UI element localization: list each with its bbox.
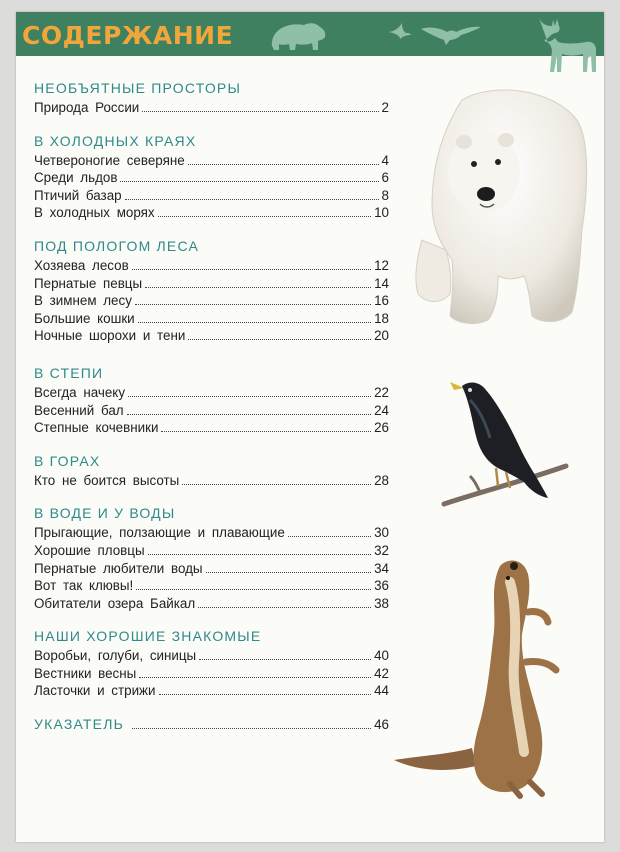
- entry-title: Степные кочевники: [34, 420, 159, 436]
- toc-entry: [34, 595, 389, 613]
- toc-entry: [34, 275, 389, 293]
- entry-title: Большие кошки: [34, 310, 135, 326]
- toc-entry: [34, 402, 389, 420]
- toc-index-entry: [34, 714, 389, 734]
- toc-entry: [34, 419, 389, 437]
- toc-entry: [34, 99, 389, 117]
- header-banner: [16, 12, 604, 56]
- entry-title: Кто не боится высоты: [34, 472, 180, 488]
- dot-leader: [159, 694, 372, 695]
- toc-entry: [34, 682, 389, 700]
- dot-leader: [127, 414, 371, 415]
- entry-page: 16: [374, 293, 389, 309]
- dot-leader: [198, 607, 371, 608]
- toc-entry: [34, 204, 389, 222]
- dot-leader: [188, 339, 371, 340]
- polar-bear-illustration: [402, 80, 592, 328]
- entry-page: 22: [374, 384, 389, 400]
- entry-title: Ночные шорохи и тени: [34, 328, 186, 344]
- section-title: В ВОДЕ И У ВОДЫ: [34, 505, 176, 522]
- entry-page: 32: [374, 542, 389, 558]
- toc-section: [34, 131, 389, 222]
- book-page: [16, 12, 604, 842]
- entry-page: 20: [374, 328, 389, 344]
- toc-entry: [34, 560, 389, 578]
- dot-leader: [132, 269, 371, 270]
- entry-page: 24: [374, 402, 389, 418]
- section-title: В ХОЛОДНЫХ КРАЯХ: [34, 132, 197, 149]
- dot-leader: [136, 589, 371, 590]
- section-title: НАШИ ХОРОШИЕ ЗНАКОМЫЕ: [34, 628, 262, 645]
- entry-page: 34: [374, 560, 389, 576]
- dot-leader: [188, 164, 379, 165]
- entry-page: 40: [374, 648, 389, 664]
- eagle-silhouette-icon: [420, 20, 482, 46]
- entry-title: В холодных морях: [34, 205, 155, 221]
- toc-section: [34, 363, 389, 437]
- entry-page: 12: [374, 257, 389, 273]
- toc-entry: [34, 384, 389, 402]
- dot-leader: [125, 199, 379, 200]
- toc-entry: [34, 524, 389, 542]
- entry-title: Птичий базар: [34, 187, 122, 203]
- table-of-contents: [34, 78, 389, 734]
- entry-title: Пернатые любители воды: [34, 560, 203, 576]
- dot-leader: [135, 304, 371, 305]
- entry-page: 2: [381, 100, 389, 115]
- toc-entry: [34, 665, 389, 683]
- dot-leader: [158, 216, 371, 217]
- entry-title: Вестники весны: [34, 665, 137, 681]
- dot-leader: [161, 431, 371, 432]
- dot-leader: [145, 287, 371, 288]
- toc-entry: [34, 472, 389, 490]
- section-title: В СТЕПИ: [34, 364, 104, 381]
- page-title: СОДЕРЖАНИЕ: [22, 21, 234, 50]
- entry-page: 28: [374, 472, 389, 488]
- entry-page: 30: [374, 525, 389, 541]
- dot-leader: [128, 396, 371, 397]
- entry-title: Четвероногие северяне: [34, 152, 185, 168]
- entry-title: Прыгающие, ползающие и плавающие: [34, 525, 285, 541]
- entry-title: Всегда начеку: [34, 384, 126, 400]
- toc-entry: [34, 292, 389, 310]
- dot-leader: [132, 728, 371, 729]
- dot-leader: [199, 659, 371, 660]
- toc-entry: [34, 187, 389, 205]
- entry-title: Воробьи, голуби, синицы: [34, 648, 197, 664]
- toc-section: [34, 503, 389, 612]
- entry-page: 26: [374, 420, 389, 436]
- entry-page: 46: [374, 717, 389, 733]
- section-title: В ГОРАХ: [34, 452, 101, 469]
- toc-entry: [34, 310, 389, 328]
- dot-leader: [148, 554, 372, 555]
- dot-leader: [182, 484, 371, 485]
- toc-entry: [34, 169, 389, 187]
- dot-leader: [120, 181, 378, 182]
- entry-page: 38: [374, 595, 389, 611]
- entry-title: Хозяева лесов: [34, 257, 129, 273]
- toc-entry: [34, 647, 389, 665]
- toc-entry: [34, 152, 389, 170]
- section-title: ПОД ПОЛОГОМ ЛЕСА: [34, 237, 199, 254]
- entry-page: 18: [374, 310, 389, 326]
- entry-page: 44: [374, 683, 389, 699]
- section-title: НЕОБЪЯТНЫЕ ПРОСТОРЫ: [34, 80, 242, 96]
- index-title: УКАЗАТЕЛЬ: [34, 716, 124, 733]
- toc-entry: [34, 542, 389, 560]
- toc-section: [34, 451, 389, 490]
- entry-title: Среди льдов: [34, 170, 118, 186]
- entry-page: 14: [374, 275, 389, 291]
- entry-page: 10: [374, 205, 389, 221]
- entry-title: Природа России: [34, 100, 140, 115]
- moose-silhouette-icon: [536, 14, 602, 74]
- toc-section: [34, 236, 389, 345]
- bird-silhouette-icon: [388, 22, 412, 42]
- entry-title: Хорошие пловцы: [34, 542, 145, 558]
- toc-entry: [34, 257, 389, 275]
- entry-title: Весенний бал: [34, 402, 124, 418]
- dot-leader: [138, 322, 371, 323]
- entry-title: Ласточки и стрижи: [34, 683, 156, 699]
- toc-section: [34, 626, 389, 700]
- entry-page: 6: [381, 170, 389, 186]
- dot-leader: [139, 677, 371, 678]
- entry-page: 8: [381, 187, 389, 203]
- entry-page: 42: [374, 665, 389, 681]
- starling-illustration: [440, 374, 570, 508]
- entry-page: 4: [381, 152, 389, 168]
- toc-section: [34, 78, 389, 117]
- entry-title: Вот так клювы!: [34, 578, 134, 594]
- toc-entry: [34, 327, 389, 345]
- entry-title: В зимнем лесу: [34, 293, 132, 309]
- toc-entry: [34, 577, 389, 595]
- bear-silhouette-icon: [268, 16, 328, 52]
- entry-page: 36: [374, 578, 389, 594]
- dot-leader: [142, 111, 378, 112]
- dot-leader: [288, 536, 371, 537]
- dot-leader: [206, 572, 372, 573]
- entry-title: Обитатели озера Байкал: [34, 595, 196, 611]
- entry-title: Пернатые певцы: [34, 275, 143, 291]
- otter-illustration: [390, 552, 560, 802]
